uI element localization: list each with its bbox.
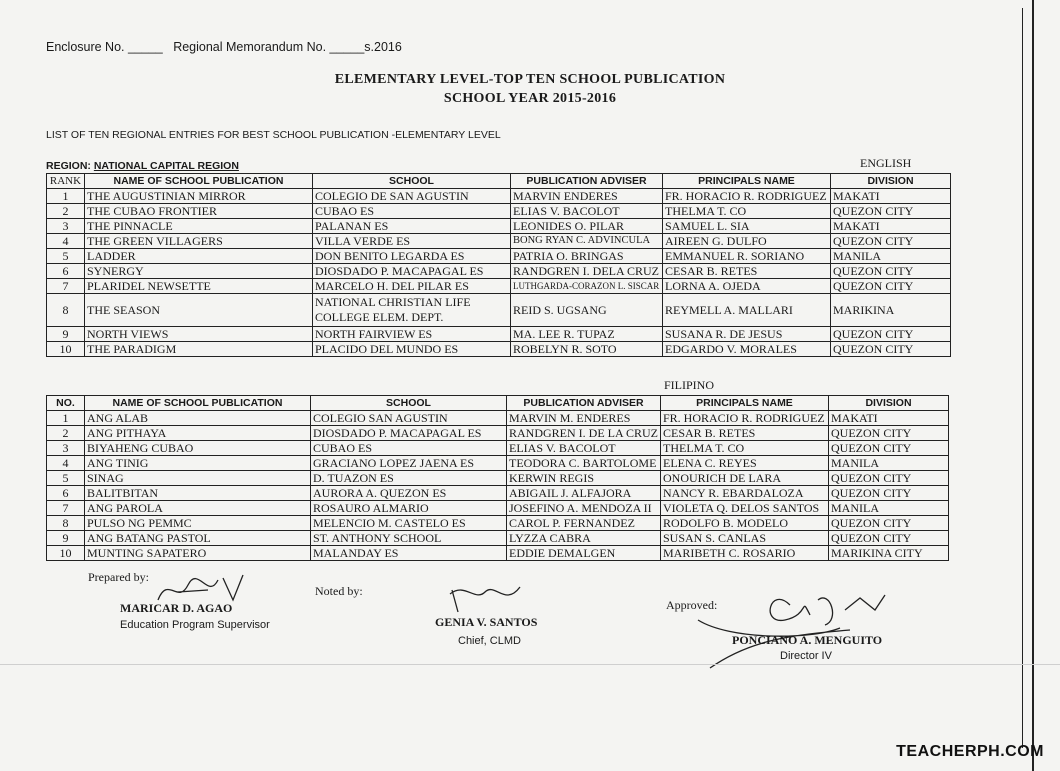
adviser-cell: CAROL P. FERNANDEZ [507,516,661,531]
table-row [47,426,949,441]
principal-cell: VIOLETA Q. DELOS SANTOS [661,501,829,516]
principal-cell: CESAR B. RETES [661,426,829,441]
header-principal: PRINCIPALS NAME [661,396,829,411]
division-cell: MAKATI [829,411,949,426]
watermark-logo: TEACHERPH.COM [896,743,1044,760]
school-cell: COLEGIO DE SAN AGUSTIN [313,189,511,204]
publication-cell: ANG TINIG [85,456,311,471]
approved-name: PONCIANO A. MENGUITO [732,633,883,647]
division-cell: MAKATI [831,189,951,204]
header-school: SCHOOL [311,396,507,411]
adviser-cell: EDDIE DEMALGEN [507,546,661,561]
table-row [47,501,949,516]
prepared-role: Education Program Supervisor [120,619,270,631]
table-row [47,486,949,501]
adviser-cell: RANDGREN I. DE LA CRUZ [507,426,661,441]
adviser-cell: KERWIN REGIS [507,471,661,486]
adviser-cell: ELIAS V. BACOLOT [511,204,663,219]
noted-signature-icon [440,582,530,618]
scan-edge-line [1032,0,1034,771]
table-row [47,327,951,342]
rank-cell: 6 [47,264,85,279]
division-cell: MANILA [829,456,949,471]
adviser-cell: PATRIA O. BRINGAS [511,249,663,264]
principal-cell: THELMA T. CO [661,441,829,456]
adviser-cell: LUTHGARDA-CORAZON L. SISCAR [511,279,663,294]
adviser-cell: ABIGAIL J. ALFAJORA [507,486,661,501]
principal-cell: EMMANUEL R. SORIANO [663,249,831,264]
principal-cell: CESAR B. RETES [663,264,831,279]
list-title: LIST OF TEN REGIONAL ENTRIES FOR BEST SCHOOL PUBLICATION -ELEMENTARY LEVEL [46,129,501,141]
school-cell: PALANAN ES [313,219,511,234]
header-rank: RANK [47,174,85,189]
school-year: SCHOOL YEAR 2015-2016 [443,91,617,106]
school-cell: MARCELO H. DEL PILAR ES [313,279,511,294]
number-cell: 7 [47,501,85,516]
table-row [47,294,951,327]
school-cell: AURORA A. QUEZON ES [311,486,507,501]
table-row [47,411,949,426]
school-cell: COLEGIO SAN AGUSTIN [311,411,507,426]
memo-blank: _____ [329,40,365,54]
table-row [47,342,951,357]
rank-cell: 9 [47,327,85,342]
school-cell: DIOSDADO P. MACAPAGAL ES [311,426,507,441]
number-cell: 4 [47,456,85,471]
school-cell: MALANDAY ES [311,546,507,561]
approved-label: Approved: [666,598,718,612]
school-cell: GRACIANO LOPEZ JAENA ES [311,456,507,471]
division-cell: MANILA [831,249,951,264]
rank-cell: 10 [47,342,85,357]
adviser-cell: MARVIN M. ENDERES [507,411,661,426]
principal-cell: AIREEN G. DULFO [663,234,831,249]
principal-cell: MARIBETH C. ROSARIO [661,546,829,561]
table-row [47,189,951,204]
school-cell: NORTH FAIRVIEW ES [313,327,511,342]
table-row [47,279,951,294]
principal-cell: ELENA C. REYES [661,456,829,471]
rank-cell: 2 [47,204,85,219]
number-cell: 8 [47,516,85,531]
noted-role: Chief, CLMD [458,635,521,647]
table-row [47,441,949,456]
publication-cell: THE PINNACLE [85,219,313,234]
principal-cell: REYMELL A. MALLARI [663,294,831,327]
table-row [47,249,951,264]
publication-cell: PLARIDEL NEWSETTE [85,279,313,294]
number-cell: 9 [47,531,85,546]
filipino-header-row [47,396,949,411]
principal-cell: ONOURICH DE LARA [661,471,829,486]
division-cell: QUEZON CITY [829,471,949,486]
adviser-cell: REID S. UGSANG [511,294,663,327]
publication-cell: NORTH VIEWS [85,327,313,342]
division-cell: QUEZON CITY [831,234,951,249]
publication-cell: ANG PITHAYA [85,426,311,441]
rank-cell: 1 [47,189,85,204]
table-row [47,471,949,486]
publication-cell: THE GREEN VILLAGERS [85,234,313,249]
english-table [46,173,951,357]
noted-by-label: Noted by: [315,584,363,598]
adviser-cell: ELIAS V. BACOLOT [507,441,661,456]
division-cell: QUEZON CITY [831,327,951,342]
school-cell: DIOSDADO P. MACAPAGAL ES [313,264,511,279]
principal-cell: SUSAN S. CANLAS [661,531,829,546]
division-cell: MANILA [829,501,949,516]
principal-cell: RODOLFO B. MODELO [661,516,829,531]
division-cell: QUEZON CITY [829,426,949,441]
header-principal: PRINCIPALS NAME [663,174,831,189]
school-cell: ROSAURO ALMARIO [311,501,507,516]
division-cell: QUEZON CITY [831,204,951,219]
division-cell: MAKATI [831,219,951,234]
number-cell: 6 [47,486,85,501]
school-cell: CUBAO ES [311,441,507,456]
school-cell: NATIONAL CHRISTIAN LIFE COLLEGE ELEM. DEPT. [313,294,511,327]
adviser-cell: MARVIN ENDERES [511,189,663,204]
publication-cell: THE PARADIGM [85,342,313,357]
rank-cell: 5 [47,249,85,264]
scan-edge-line [1022,8,1023,748]
adviser-cell: ROBELYN R. SOTO [511,342,663,357]
table-row [47,516,949,531]
division-cell: QUEZON CITY [829,441,949,456]
filipino-label: FILIPINO [664,378,714,392]
adviser-cell: BONG RYAN C. ADVINCULA [511,234,663,249]
rank-cell: 4 [47,234,85,249]
principal-cell: FR. HORACIO R. RODRIGUEZ [661,411,829,426]
rank-cell: 7 [47,279,85,294]
number-cell: 5 [47,471,85,486]
header-publication: NAME OF SCHOOL PUBLICATION [85,396,311,411]
approved-role: Director IV [780,650,832,662]
publication-cell: THE CUBAO FRONTIER [85,204,313,219]
header-school: SCHOOL [313,174,511,189]
english-header-row [47,174,951,189]
number-cell: 3 [47,441,85,456]
division-cell: QUEZON CITY [829,531,949,546]
scan-fold-line [0,664,1060,665]
principal-cell: FR. HORACIO R. RODRIGUEZ [663,189,831,204]
number-cell: 1 [47,411,85,426]
division-cell: QUEZON CITY [831,264,951,279]
school-cell: MELENCIO M. CASTELO ES [311,516,507,531]
document-title: ELEMENTARY LEVEL-TOP TEN SCHOOL PUBLICATION [334,72,726,87]
table-row [47,219,951,234]
publication-cell: ANG BATANG PASTOL [85,531,311,546]
adviser-cell: MA. LEE R. TUPAZ [511,327,663,342]
school-cell: D. TUAZON ES [311,471,507,486]
school-cell: PLACIDO DEL MUNDO ES [313,342,511,357]
division-cell: QUEZON CITY [829,486,949,501]
region-line [46,160,239,172]
table-row [47,456,949,471]
publication-cell: THE AUGUSTINIAN MIRROR [85,189,313,204]
school-cell: DON BENITO LEGARDA ES [313,249,511,264]
publication-cell: BALITBITAN [85,486,311,501]
table-row [47,531,949,546]
principal-cell: EDGARDO V. MORALES [663,342,831,357]
adviser-cell: TEODORA C. BARTOLOME [507,456,661,471]
header-adviser: PUBLICATION ADVISER [511,174,663,189]
english-label: ENGLISH [860,156,912,170]
school-cell: ST. ANTHONY SCHOOL [311,531,507,546]
table-row [47,264,951,279]
adviser-cell: JOSEFINO A. MENDOZA II [507,501,661,516]
region-value: NATIONAL CAPITAL REGION [93,160,239,172]
publication-cell: SYNERGY [85,264,313,279]
publication-cell: THE SEASON [85,294,313,327]
division-cell: QUEZON CITY [831,342,951,357]
header-division: DIVISION [831,174,951,189]
prepared-by-label: Prepared by: [88,570,149,584]
table-row [47,234,951,249]
enclosure-header [46,40,402,54]
rank-cell: 8 [47,294,85,327]
adviser-cell: LEONIDES O. PILAR [511,219,663,234]
adviser-cell: LYZZA CABRA [507,531,661,546]
noted-name: GENIA V. SANTOS [435,615,538,629]
adviser-cell: RANDGREN I. DELA CRUZ [511,264,663,279]
memo-year: s.2016 [364,40,402,54]
region-label: REGION: [46,160,91,172]
header-division: DIVISION [829,396,949,411]
table-row [47,546,949,561]
division-cell: MARIKINA [831,294,951,327]
rank-cell: 3 [47,219,85,234]
filipino-table [46,395,949,561]
school-cell: CUBAO ES [313,204,511,219]
publication-cell: LADDER [85,249,313,264]
principal-cell: LORNA A. OJEDA [663,279,831,294]
publication-cell: MUNTING SAPATERO [85,546,311,561]
header-publication: NAME OF SCHOOL PUBLICATION [85,174,313,189]
memo-label: Regional Memorandum No. [173,40,327,54]
enclosure-blank: _____ [128,40,163,54]
division-cell: QUEZON CITY [829,516,949,531]
division-cell: MARIKINA CITY [829,546,949,561]
prepared-name: MARICAR D. AGAO [120,601,233,615]
publication-cell: PULSO NG PEMMC [85,516,311,531]
principal-cell: THELMA T. CO [663,204,831,219]
publication-cell: SINAG [85,471,311,486]
publication-cell: ANG PAROLA [85,501,311,516]
header-number: NO. [47,396,85,411]
principal-cell: NANCY R. EBARDALOZA [661,486,829,501]
school-cell: VILLA VERDE ES [313,234,511,249]
principal-cell: SAMUEL L. SIA [663,219,831,234]
publication-cell: BIYAHENG CUBAO [85,441,311,456]
principal-cell: SUSANA R. DE JESUS [663,327,831,342]
number-cell: 10 [47,546,85,561]
enclosure-label: Enclosure No. [46,40,125,54]
publication-cell: ANG ALAB [85,411,311,426]
division-cell: QUEZON CITY [831,279,951,294]
number-cell: 2 [47,426,85,441]
header-adviser: PUBLICATION ADVISER [507,396,661,411]
table-row [47,204,951,219]
